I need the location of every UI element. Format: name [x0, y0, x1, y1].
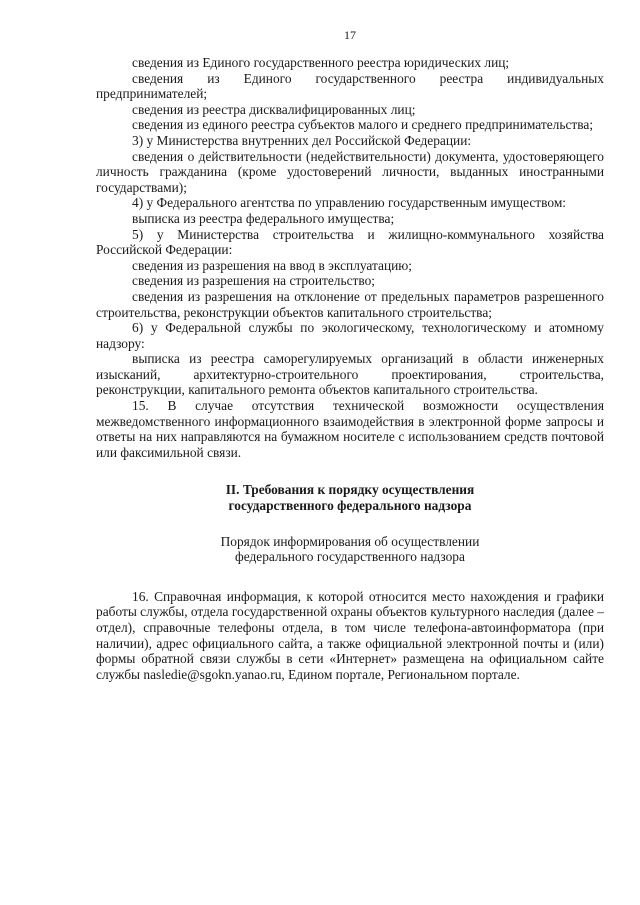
paragraph: 16. Справочная информация, к которой относится место нахождения и графики работы службы, отдела государственной охраны объектов культурного наследия (далее – отдел), справочные телефоны отдела, в том числе телефона-автоинформатора (при наличии), адрес официального сайта, а также официальной электронной почты и (или) формы обратной связи службы в сети «Интернет» размещена на официальном сайте службы nasledie@sgokn.yanao.ru, Едином портале, Региональном портале. [96, 588, 604, 682]
body-text-bottom [96, 589, 604, 683]
paragraph: сведения из разрешения на строительство; [132, 273, 376, 289]
paragraph: выписка из реестра саморегулируемых организаций в области инженерных изысканий, архитектурно-строительного проектирования, строительства, реконструкции, капитального ремонта объектов капитального строительства. [96, 351, 604, 398]
section-heading [96, 482, 604, 513]
page-number: 17 [344, 28, 356, 42]
paragraph: сведения из реестра дисквалифицированных лиц; [132, 101, 416, 117]
paragraph: сведения из единого реестра субъектов малого и среднего предпринимательства; [132, 117, 594, 133]
paragraph: сведения из разрешения на отклонение от предельных параметров разрешенного строительства, реконструкции объектов капитального строительства; [96, 288, 604, 320]
paragraph: 3) у Министерства внутренних дел Российской Федерации: [132, 132, 472, 148]
paragraph: 6) у Федеральной службы по экологическому, технологическому и атомному надзору: [96, 320, 604, 351]
paragraph: 4) у Федерального агентства по управлению государственным имуществом: [132, 195, 567, 211]
subsection-heading-line: федерального государственного надзора [235, 549, 465, 565]
subsection-heading [96, 534, 604, 565]
paragraph: сведения о действительности (недействительности) документа, удостоверяющего личность гражданина (кроме удостоверений личности, выданных иностранными государствами); [96, 148, 604, 195]
paragraph: сведения из разрешения на ввод в эксплуатацию; [132, 257, 413, 273]
paragraph: выписка из реестра федерального имущества; [132, 210, 395, 226]
section-heading-line: государственного федерального надзора [228, 498, 472, 514]
paragraph: 15. В случае отсутствия технической возможности осуществления межведомственного информационного взаимодействия в электронной форме запросы и ответы на них направляются на бумажном носителе с использованием средств почтовой или факсимильной связи. [96, 398, 604, 460]
section-heading-line: II. Требования к порядку осуществления [225, 482, 475, 498]
paragraph: сведения из Единого государственного реестра индивидуальных предпринимателей; [96, 70, 604, 102]
body-text-top [96, 55, 604, 460]
paragraph: 5) у Министерства строительства и жилищно-коммунального хозяйства Российской Федерации: [96, 226, 604, 258]
paragraph: сведения из Единого государственного реестра юридических лиц; [132, 55, 510, 70]
subsection-heading-line: Порядок информирования об осуществлении [220, 533, 480, 549]
